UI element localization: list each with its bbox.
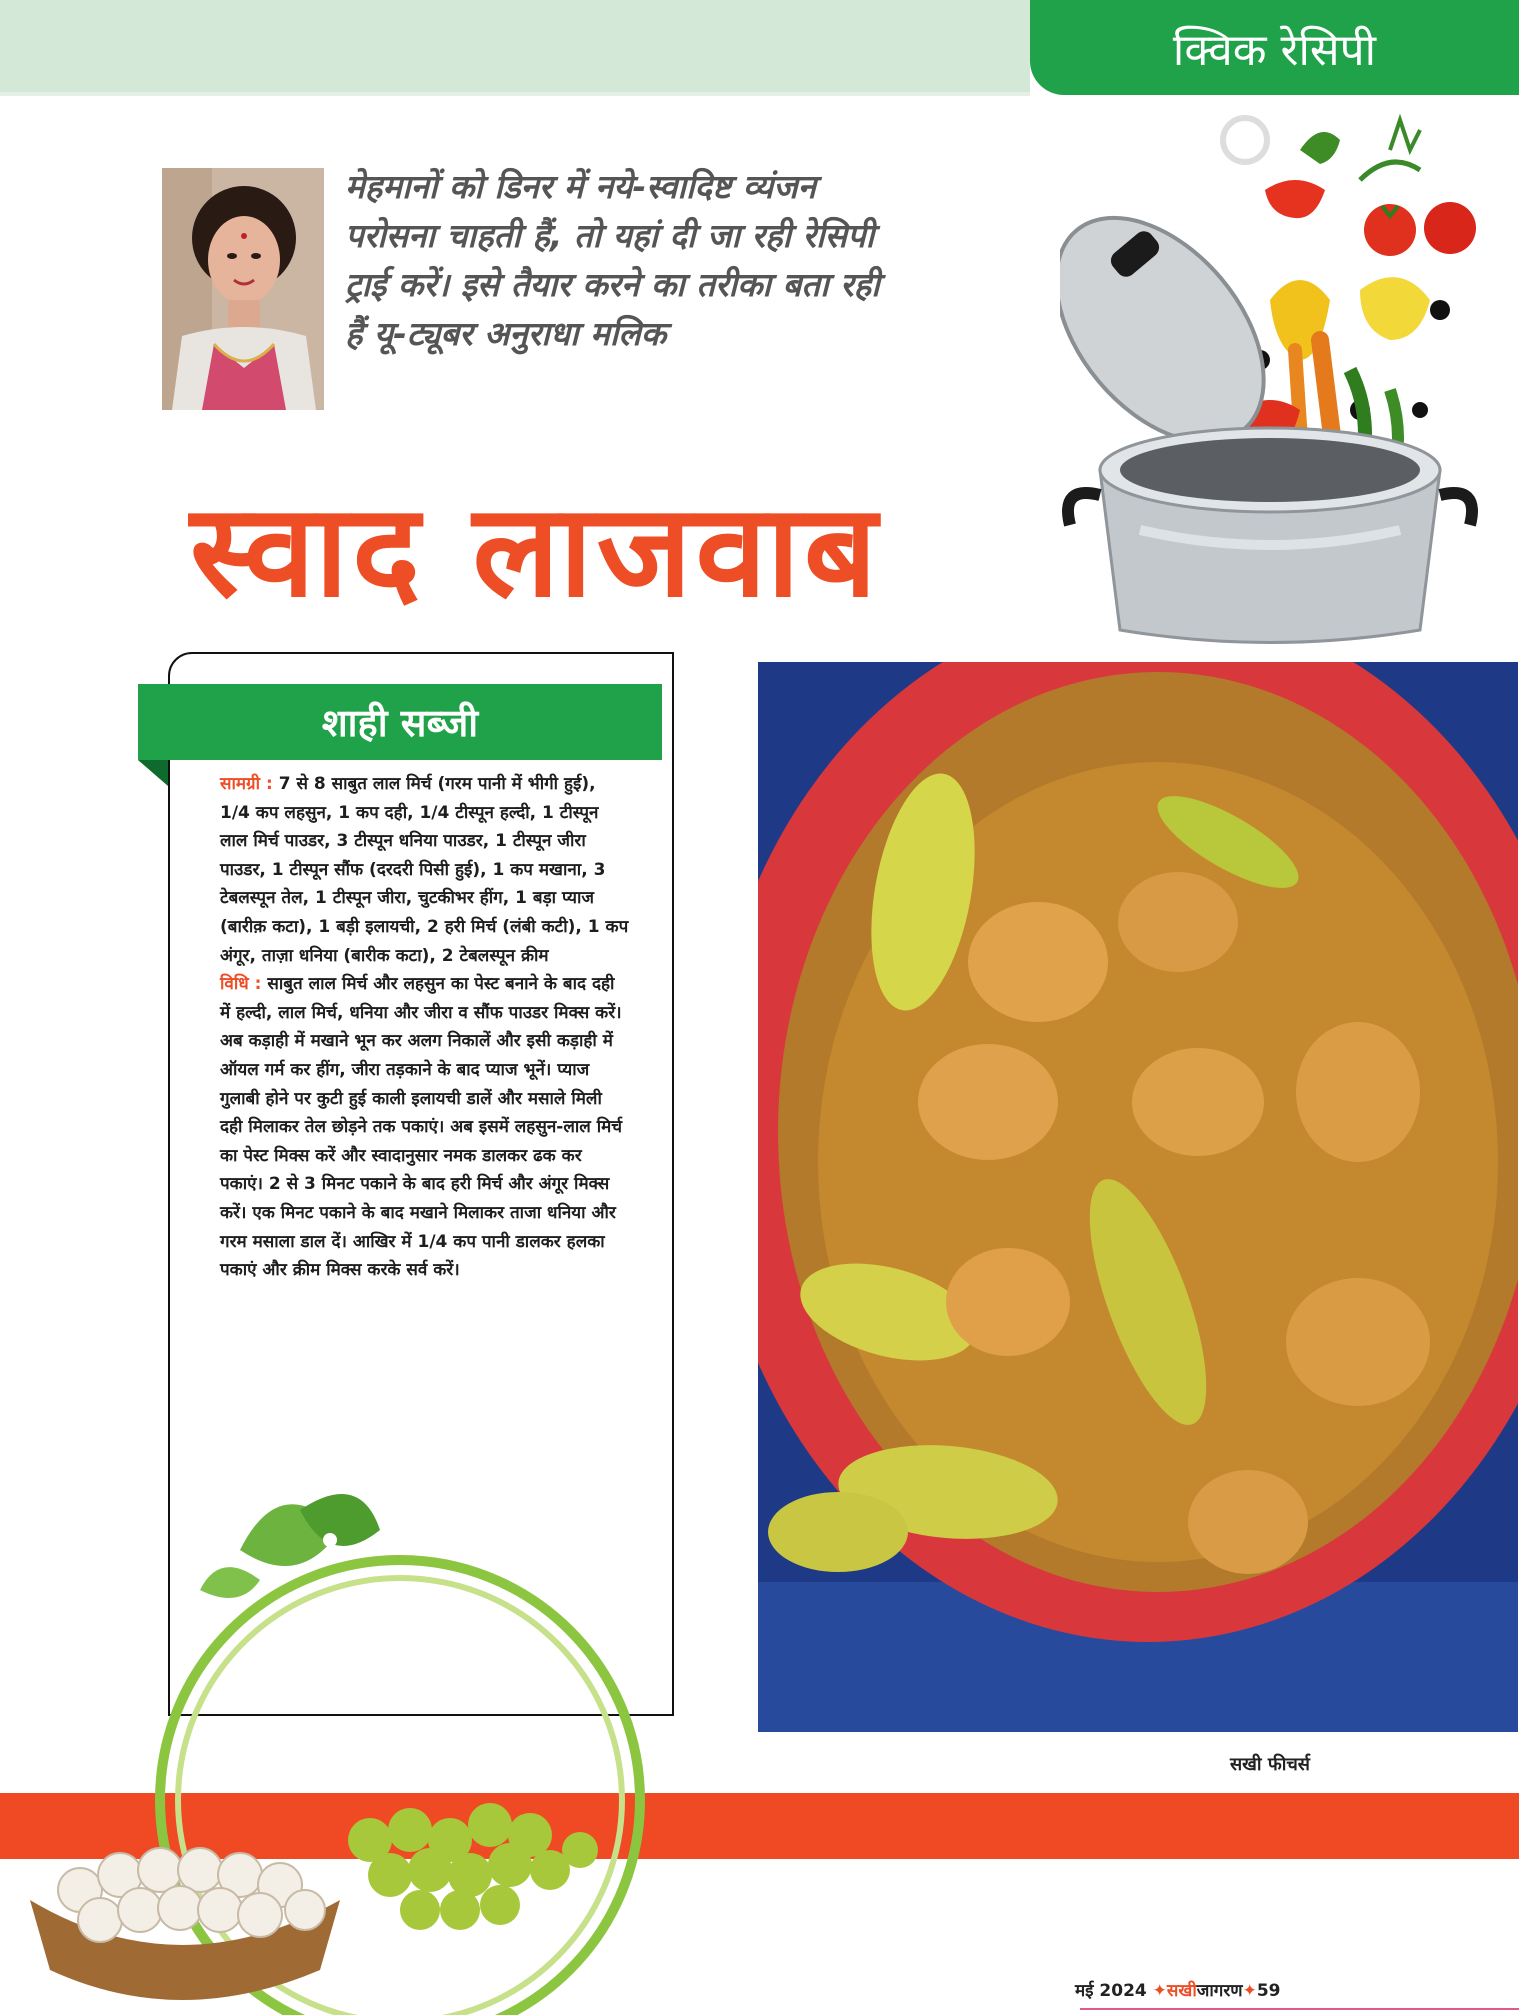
top-band xyxy=(0,0,1030,92)
cooking-pot-illustration xyxy=(1060,110,1490,650)
page-number: 59 xyxy=(1256,1981,1281,2001)
headline: स्वाद लाजवाब xyxy=(190,477,881,626)
intro-line: हैं यू-ट्यूबर अनुराधा मलिक xyxy=(345,314,667,353)
intro-line: मेहमानों को डिनर में नये-स्वादिष्ट व्यंजन xyxy=(345,167,816,206)
section-tab xyxy=(1030,0,1519,95)
method-text: साबुत लाल मिर्च और लहसुन का पेस्ट बनाने के बाद दही में हल्दी, लाल मिर्च, धनिया और जीरा व सौंफ पाउडर मिक्स करें। अब कड़ाही में मखाने भून कर अलग निकालें और इसी कड़ाही में ऑयल गर्म कर हींग, जीरा तड़काने के बाद प्याज भूनें। प्याज गुलाबी होने पर कुटी हुई काली इलायची डालें और मसाले मिली दही मिलाकर तेल छोड़ने तक पकाएं। अब इसमें लहसुन-लाल मिर्च का पेस्ट मिक्स करें और स्वादानुसार नमक डालकर ढक कर पकाएं। 2 से 3 मिनट पकाने के बाद हरी मिर्च और अंगूर मिक्स करें। एक मिनट पकाने के बाद मखाने मिलाकर ताजा धनिया और गरम मसाला डाल दें। आखिर में 1/4 कप पानी डालकर हलका पकाएं और क्रीम मिक्स करके सर्व करें। xyxy=(220,974,623,1281)
issue-date: मई 2024 xyxy=(1075,1981,1147,2001)
title-bar-fold xyxy=(138,760,168,786)
brand-sakhi: सखी xyxy=(1166,1981,1197,2001)
ingredients-label: सामग्री : xyxy=(220,774,273,794)
recipe-body xyxy=(220,770,630,1285)
star-divider-icon: ✦ xyxy=(1242,1981,1257,2001)
page-footer xyxy=(1075,1978,1281,2001)
dish-photo xyxy=(758,662,1518,1732)
makhana-grapes-illustration xyxy=(20,1470,740,2015)
ingredients-text: 7 से 8 साबुत लाल मिर्च (गरम पानी में भीगी हुई), 1/4 कप लहसुन, 1 कप दही, 1/4 टीस्पून हल्दी, 1 टीस्पून लाल मिर्च पाउडर, 3 टीस्पून धनिया पाउडर, 1 टीस्पून जीरा पाउडर, 1 टीस्पून सौंफ (दरदरी पिसी हुई), 1 कप मखाना, 3 टेबलस्पून तेल, 1 टीस्पून जीरा, चुटकीभर हींग, 1 बड़ा प्याज (बारीक़ कटा), 1 बड़ी इलायची, 2 हरी मिर्च (लंबी कटी), 1 कप अंगूर, ताज़ा धनिया (बारीक कटा), 2 टेबलस्पून क्रीम xyxy=(220,774,629,966)
brand-jagran: जागरण xyxy=(1196,1981,1243,2001)
credit: सखी फीचर्स xyxy=(1230,1754,1310,1775)
intro-line: परोसना चाहती हैं, तो यहां दी जा रही रेसिपी xyxy=(345,216,875,255)
recipe-title: शाही सब्जी xyxy=(321,701,479,745)
footer-rule xyxy=(1080,2008,1519,2010)
top-band-rule xyxy=(0,92,1030,96)
star-divider-icon: ✦ xyxy=(1146,1981,1167,2001)
section-label: क्विक रेसिपी xyxy=(1172,24,1377,76)
intro-text xyxy=(345,162,1065,358)
author-photo xyxy=(162,168,324,410)
recipe-title-bar xyxy=(138,684,662,760)
intro-line: ट्राई करें। इसे तैयार करने का तरीका बता रही xyxy=(345,265,880,304)
method-label: विधि : xyxy=(220,974,262,995)
